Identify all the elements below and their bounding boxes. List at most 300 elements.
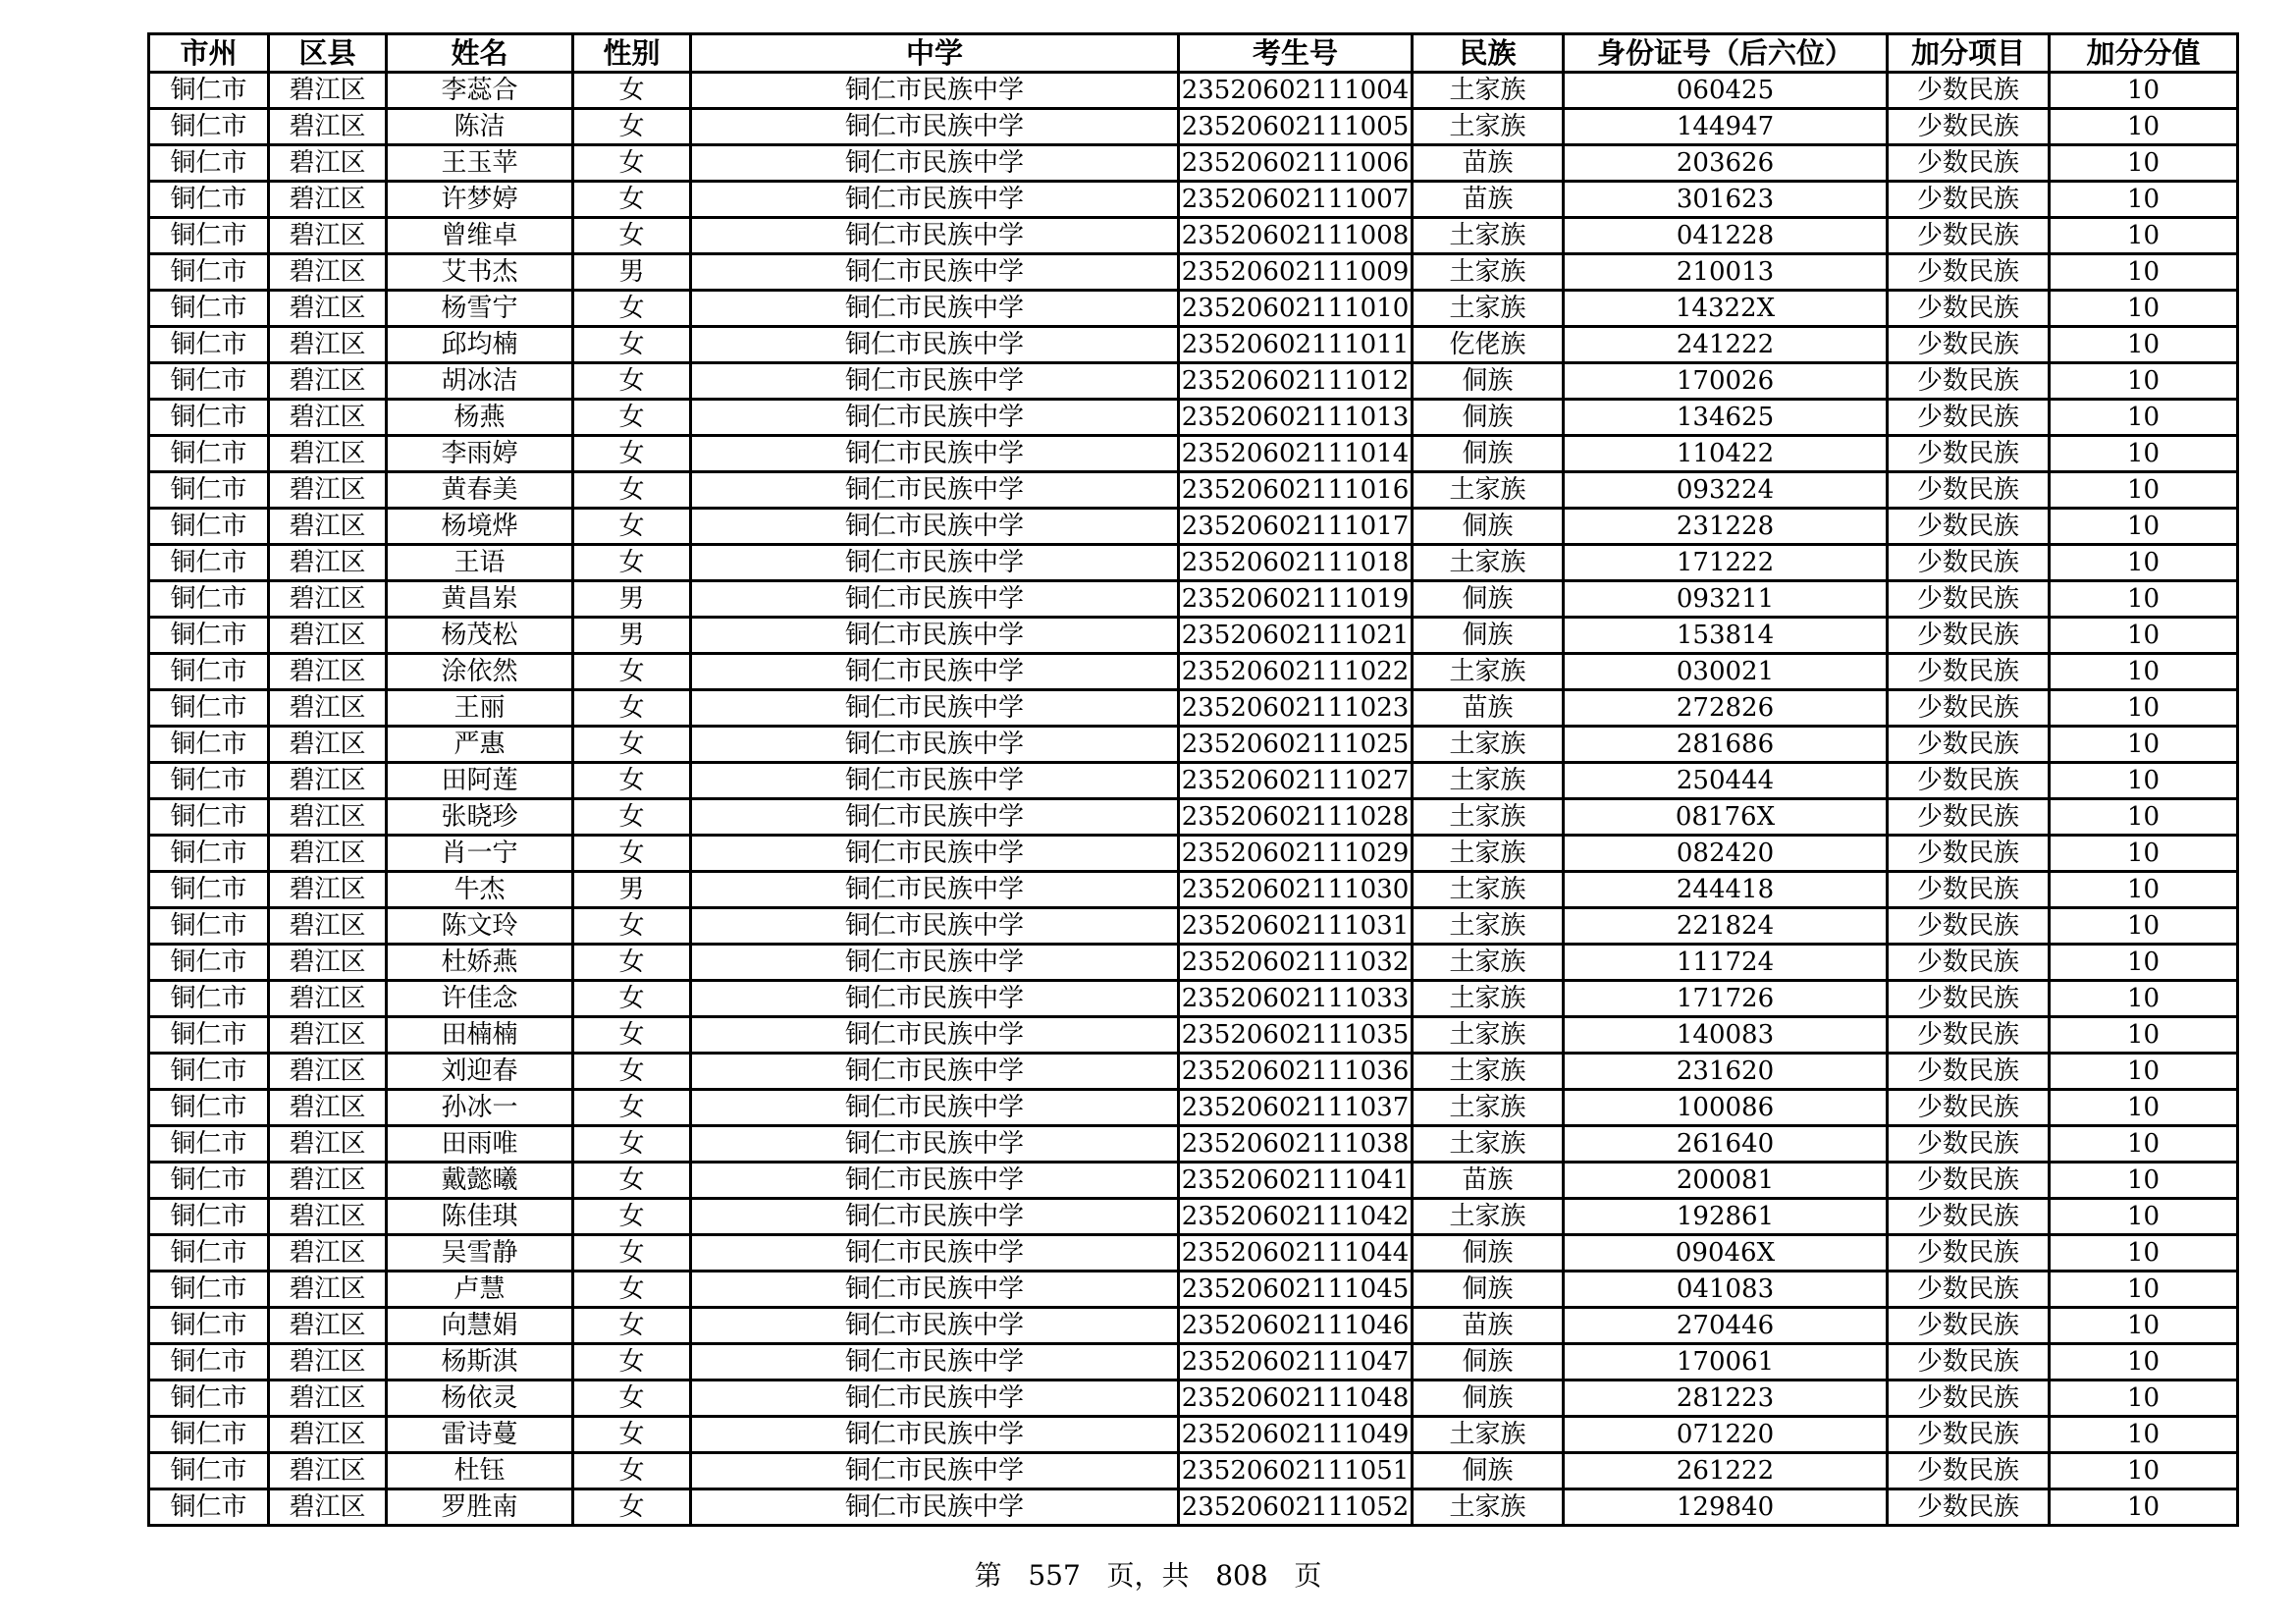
district-cell: 碧江区 (269, 436, 387, 472)
page-footer (0, 1554, 2296, 1594)
table-row (149, 727, 2238, 763)
gender-cell: 男 (573, 618, 691, 654)
table-row (149, 1163, 2238, 1199)
district-cell: 碧江区 (269, 981, 387, 1017)
id-suffix-cell: 200081 (1564, 1163, 1888, 1199)
school-cell: 铜仁市民族中学 (691, 763, 1179, 799)
school-cell: 铜仁市民族中学 (691, 509, 1179, 545)
exam-number-cell: 23520602111022 (1179, 654, 1413, 690)
exam-number-cell: 23520602111042 (1179, 1199, 1413, 1235)
gender-cell: 女 (573, 1054, 691, 1090)
school-cell: 铜仁市民族中学 (691, 1090, 1179, 1126)
school-cell: 铜仁市民族中学 (691, 799, 1179, 836)
exam-number-cell: 23520602111007 (1179, 182, 1413, 218)
header-city: 市州 (149, 34, 269, 73)
school-cell: 铜仁市民族中学 (691, 1126, 1179, 1163)
district-cell: 碧江区 (269, 581, 387, 618)
id-suffix-cell: 244418 (1564, 872, 1888, 908)
gender-cell: 女 (573, 981, 691, 1017)
table-row (149, 1090, 2238, 1126)
bonus-item-cell: 少数民族 (1888, 981, 2050, 1017)
table-row (149, 254, 2238, 291)
ethnicity-cell: 土家族 (1413, 908, 1564, 945)
district-cell: 碧江区 (269, 1380, 387, 1417)
header-gender: 性别 (573, 34, 691, 73)
bonus-value-cell: 10 (2050, 981, 2238, 1017)
name-cell: 曾维卓 (387, 218, 573, 254)
city-cell: 铜仁市 (149, 1344, 269, 1380)
table-row (149, 182, 2238, 218)
bonus-value-cell: 10 (2050, 1199, 2238, 1235)
gender-cell: 女 (573, 763, 691, 799)
district-cell: 碧江区 (269, 218, 387, 254)
district-cell: 碧江区 (269, 1199, 387, 1235)
table-row (149, 945, 2238, 981)
bonus-item-cell: 少数民族 (1888, 1126, 2050, 1163)
exam-number-cell: 23520602111028 (1179, 799, 1413, 836)
school-cell: 铜仁市民族中学 (691, 1380, 1179, 1417)
name-cell: 许梦婷 (387, 182, 573, 218)
exam-number-cell: 23520602111048 (1179, 1380, 1413, 1417)
exam-number-cell: 23520602111041 (1179, 1163, 1413, 1199)
bonus-value-cell: 10 (2050, 1489, 2238, 1526)
id-suffix-cell: 192861 (1564, 1199, 1888, 1235)
ethnicity-cell: 苗族 (1413, 1163, 1564, 1199)
ethnicity-cell: 侗族 (1413, 581, 1564, 618)
table-row (149, 654, 2238, 690)
id-suffix-cell: 041083 (1564, 1272, 1888, 1308)
city-cell: 铜仁市 (149, 981, 269, 1017)
name-cell: 杨斯淇 (387, 1344, 573, 1380)
exam-number-cell: 23520602111029 (1179, 836, 1413, 872)
bonus-item-cell: 少数民族 (1888, 109, 2050, 145)
name-cell: 邱均楠 (387, 327, 573, 363)
bonus-item-cell: 少数民族 (1888, 908, 2050, 945)
ethnicity-cell: 土家族 (1413, 1126, 1564, 1163)
id-suffix-cell: 281223 (1564, 1380, 1888, 1417)
bonus-item-cell: 少数民族 (1888, 1453, 2050, 1489)
table-row (149, 872, 2238, 908)
id-suffix-cell: 170061 (1564, 1344, 1888, 1380)
gender-cell: 女 (573, 1272, 691, 1308)
bonus-value-cell: 10 (2050, 763, 2238, 799)
district-cell: 碧江区 (269, 908, 387, 945)
name-cell: 卢慧 (387, 1272, 573, 1308)
exam-number-cell: 23520602111047 (1179, 1344, 1413, 1380)
city-cell: 铜仁市 (149, 327, 269, 363)
bonus-value-cell: 10 (2050, 654, 2238, 690)
school-cell: 铜仁市民族中学 (691, 727, 1179, 763)
city-cell: 铜仁市 (149, 545, 269, 581)
gender-cell: 女 (573, 145, 691, 182)
ethnicity-cell: 土家族 (1413, 1417, 1564, 1453)
city-cell: 铜仁市 (149, 1090, 269, 1126)
gender-cell: 女 (573, 1090, 691, 1126)
exam-number-cell: 23520602111016 (1179, 472, 1413, 509)
school-cell: 铜仁市民族中学 (691, 908, 1179, 945)
exam-number-cell: 23520602111035 (1179, 1017, 1413, 1054)
city-cell: 铜仁市 (149, 363, 269, 400)
table-row (149, 509, 2238, 545)
exam-number-cell: 23520602111017 (1179, 509, 1413, 545)
table-row (149, 73, 2238, 109)
header-id-suffix: 身份证号（后六位） (1564, 34, 1888, 73)
header-name: 姓名 (387, 34, 573, 73)
gender-cell: 女 (573, 363, 691, 400)
gender-cell: 女 (573, 1417, 691, 1453)
bonus-item-cell: 少数民族 (1888, 872, 2050, 908)
table-row (149, 981, 2238, 1017)
ethnicity-cell: 苗族 (1413, 145, 1564, 182)
id-suffix-cell: 221824 (1564, 908, 1888, 945)
name-cell: 杨茂松 (387, 618, 573, 654)
header-exam-number: 考生号 (1179, 34, 1413, 73)
district-cell: 碧江区 (269, 1344, 387, 1380)
school-cell: 铜仁市民族中学 (691, 836, 1179, 872)
city-cell: 铜仁市 (149, 509, 269, 545)
bonus-item-cell: 少数民族 (1888, 1308, 2050, 1344)
bonus-value-cell: 10 (2050, 1017, 2238, 1054)
district-cell: 碧江区 (269, 509, 387, 545)
exam-number-cell: 23520602111005 (1179, 109, 1413, 145)
exam-number-cell: 23520602111023 (1179, 690, 1413, 727)
bonus-item-cell: 少数民族 (1888, 1235, 2050, 1272)
table-row (149, 1054, 2238, 1090)
district-cell: 碧江区 (269, 291, 387, 327)
ethnicity-cell: 苗族 (1413, 1308, 1564, 1344)
district-cell: 碧江区 (269, 618, 387, 654)
gender-cell: 女 (573, 1380, 691, 1417)
id-suffix-cell: 093224 (1564, 472, 1888, 509)
district-cell: 碧江区 (269, 1417, 387, 1453)
id-suffix-cell: 140083 (1564, 1017, 1888, 1054)
exam-number-cell: 23520602111033 (1179, 981, 1413, 1017)
school-cell: 铜仁市民族中学 (691, 1054, 1179, 1090)
city-cell: 铜仁市 (149, 291, 269, 327)
city-cell: 铜仁市 (149, 945, 269, 981)
footer-middle: 页，共 (1106, 1559, 1190, 1592)
gender-cell: 女 (573, 1199, 691, 1235)
ethnicity-cell: 侗族 (1413, 363, 1564, 400)
city-cell: 铜仁市 (149, 109, 269, 145)
exam-number-cell: 23520602111011 (1179, 327, 1413, 363)
gender-cell: 女 (573, 218, 691, 254)
exam-number-cell: 23520602111052 (1179, 1489, 1413, 1526)
bonus-value-cell: 10 (2050, 400, 2238, 436)
city-cell: 铜仁市 (149, 1272, 269, 1308)
bonus-item-cell: 少数民族 (1888, 618, 2050, 654)
ethnicity-cell: 土家族 (1413, 254, 1564, 291)
name-cell: 杨依灵 (387, 1380, 573, 1417)
name-cell: 张晓珍 (387, 799, 573, 836)
gender-cell: 女 (573, 1126, 691, 1163)
district-cell: 碧江区 (269, 400, 387, 436)
table-row (149, 799, 2238, 836)
bonus-value-cell: 10 (2050, 727, 2238, 763)
school-cell: 铜仁市民族中学 (691, 327, 1179, 363)
id-suffix-cell: 110422 (1564, 436, 1888, 472)
bonus-value-cell: 10 (2050, 218, 2238, 254)
bonus-item-cell: 少数民族 (1888, 1163, 2050, 1199)
bonus-value-cell: 10 (2050, 581, 2238, 618)
table-row (149, 1489, 2238, 1526)
name-cell: 黄昌岽 (387, 581, 573, 618)
name-cell: 艾书杰 (387, 254, 573, 291)
gender-cell: 女 (573, 73, 691, 109)
bonus-item-cell: 少数民族 (1888, 363, 2050, 400)
city-cell: 铜仁市 (149, 218, 269, 254)
ethnicity-cell: 土家族 (1413, 836, 1564, 872)
exam-number-cell: 23520602111019 (1179, 581, 1413, 618)
city-cell: 铜仁市 (149, 763, 269, 799)
district-cell: 碧江区 (269, 1054, 387, 1090)
id-suffix-cell: 09046X (1564, 1235, 1888, 1272)
bonus-value-cell: 10 (2050, 1054, 2238, 1090)
name-cell: 雷诗蔓 (387, 1417, 573, 1453)
district-cell: 碧江区 (269, 1235, 387, 1272)
bonus-value-cell: 10 (2050, 1308, 2238, 1344)
bonus-item-cell: 少数民族 (1888, 472, 2050, 509)
name-cell: 吴雪静 (387, 1235, 573, 1272)
bonus-value-cell: 10 (2050, 1090, 2238, 1126)
total-page-count: 808 (1215, 1559, 1268, 1592)
district-cell: 碧江区 (269, 1453, 387, 1489)
gender-cell: 女 (573, 1453, 691, 1489)
exam-number-cell: 23520602111027 (1179, 763, 1413, 799)
name-cell: 王丽 (387, 690, 573, 727)
school-cell: 铜仁市民族中学 (691, 363, 1179, 400)
gender-cell: 女 (573, 472, 691, 509)
table-row (149, 545, 2238, 581)
school-cell: 铜仁市民族中学 (691, 218, 1179, 254)
bonus-value-cell: 10 (2050, 1235, 2238, 1272)
city-cell: 铜仁市 (149, 1054, 269, 1090)
district-cell: 碧江区 (269, 1272, 387, 1308)
table-row (149, 400, 2238, 436)
bonus-value-cell: 10 (2050, 73, 2238, 109)
city-cell: 铜仁市 (149, 436, 269, 472)
ethnicity-cell: 侗族 (1413, 1344, 1564, 1380)
bonus-value-cell: 10 (2050, 945, 2238, 981)
table-row (149, 291, 2238, 327)
ethnicity-cell: 土家族 (1413, 109, 1564, 145)
ethnicity-cell: 土家族 (1413, 763, 1564, 799)
school-cell: 铜仁市民族中学 (691, 73, 1179, 109)
exam-number-cell: 23520602111018 (1179, 545, 1413, 581)
school-cell: 铜仁市民族中学 (691, 109, 1179, 145)
table-row (149, 1017, 2238, 1054)
bonus-item-cell: 少数民族 (1888, 1344, 2050, 1380)
exam-number-cell: 23520602111045 (1179, 1272, 1413, 1308)
table-row (149, 1308, 2238, 1344)
table-row (149, 1126, 2238, 1163)
header-bonus-item: 加分项目 (1888, 34, 2050, 73)
table-row (149, 1235, 2238, 1272)
school-cell: 铜仁市民族中学 (691, 1344, 1179, 1380)
id-suffix-cell: 030021 (1564, 654, 1888, 690)
table-row (149, 908, 2238, 945)
name-cell: 杨境烨 (387, 509, 573, 545)
bonus-value-cell: 10 (2050, 1380, 2238, 1417)
district-cell: 碧江区 (269, 654, 387, 690)
school-cell: 铜仁市民族中学 (691, 1453, 1179, 1489)
exam-number-cell: 23520602111021 (1179, 618, 1413, 654)
district-cell: 碧江区 (269, 1126, 387, 1163)
exam-number-cell: 23520602111025 (1179, 727, 1413, 763)
school-cell: 铜仁市民族中学 (691, 1489, 1179, 1526)
city-cell: 铜仁市 (149, 1199, 269, 1235)
bonus-value-cell: 10 (2050, 1163, 2238, 1199)
school-cell: 铜仁市民族中学 (691, 254, 1179, 291)
id-suffix-cell: 261222 (1564, 1453, 1888, 1489)
school-cell: 铜仁市民族中学 (691, 400, 1179, 436)
ethnicity-cell: 侗族 (1413, 509, 1564, 545)
name-cell: 陈洁 (387, 109, 573, 145)
table-row (149, 836, 2238, 872)
gender-cell: 女 (573, 945, 691, 981)
exam-number-cell: 23520602111008 (1179, 218, 1413, 254)
exam-number-cell: 23520602111031 (1179, 908, 1413, 945)
bonus-value-cell: 10 (2050, 836, 2238, 872)
city-cell: 铜仁市 (149, 1017, 269, 1054)
city-cell: 铜仁市 (149, 654, 269, 690)
bonus-item-cell: 少数民族 (1888, 799, 2050, 836)
table-row (149, 1199, 2238, 1235)
bonus-item-cell: 少数民族 (1888, 400, 2050, 436)
gender-cell: 女 (573, 836, 691, 872)
bonus-item-cell: 少数民族 (1888, 690, 2050, 727)
bonus-value-cell: 10 (2050, 509, 2238, 545)
id-suffix-cell: 153814 (1564, 618, 1888, 654)
city-cell: 铜仁市 (149, 872, 269, 908)
gender-cell: 女 (573, 400, 691, 436)
gender-cell: 女 (573, 291, 691, 327)
name-cell: 许佳念 (387, 981, 573, 1017)
bonus-item-cell: 少数民族 (1888, 1199, 2050, 1235)
city-cell: 铜仁市 (149, 73, 269, 109)
gender-cell: 女 (573, 690, 691, 727)
ethnicity-cell: 土家族 (1413, 654, 1564, 690)
gender-cell: 女 (573, 109, 691, 145)
bonus-item-cell: 少数民族 (1888, 218, 2050, 254)
school-cell: 铜仁市民族中学 (691, 581, 1179, 618)
name-cell: 杨燕 (387, 400, 573, 436)
city-cell: 铜仁市 (149, 1235, 269, 1272)
district-cell: 碧江区 (269, 363, 387, 400)
school-cell: 铜仁市民族中学 (691, 472, 1179, 509)
name-cell: 牛杰 (387, 872, 573, 908)
table-row (149, 1417, 2238, 1453)
id-suffix-cell: 281686 (1564, 727, 1888, 763)
id-suffix-cell: 270446 (1564, 1308, 1888, 1344)
gender-cell: 女 (573, 1344, 691, 1380)
city-cell: 铜仁市 (149, 1163, 269, 1199)
ethnicity-cell: 土家族 (1413, 945, 1564, 981)
ethnicity-cell: 侗族 (1413, 1453, 1564, 1489)
exam-number-cell: 23520602111014 (1179, 436, 1413, 472)
bonus-item-cell: 少数民族 (1888, 1489, 2050, 1526)
ethnicity-cell: 土家族 (1413, 727, 1564, 763)
bonus-item-cell: 少数民族 (1888, 145, 2050, 182)
bonus-item-cell: 少数民族 (1888, 327, 2050, 363)
ethnicity-cell: 侗族 (1413, 1235, 1564, 1272)
id-suffix-cell: 241222 (1564, 327, 1888, 363)
city-cell: 铜仁市 (149, 690, 269, 727)
id-suffix-cell: 301623 (1564, 182, 1888, 218)
exam-number-cell: 23520602111010 (1179, 291, 1413, 327)
district-cell: 碧江区 (269, 1308, 387, 1344)
name-cell: 王语 (387, 545, 573, 581)
gender-cell: 女 (573, 1235, 691, 1272)
city-cell: 铜仁市 (149, 182, 269, 218)
exam-number-cell: 23520602111012 (1179, 363, 1413, 400)
bonus-value-cell: 10 (2050, 1272, 2238, 1308)
bonus-item-cell: 少数民族 (1888, 1272, 2050, 1308)
id-suffix-cell: 250444 (1564, 763, 1888, 799)
name-cell: 罗胜南 (387, 1489, 573, 1526)
header-bonus-value: 加分分值 (2050, 34, 2238, 73)
table-row (149, 1344, 2238, 1380)
bonus-value-cell: 10 (2050, 254, 2238, 291)
bonus-value-cell: 10 (2050, 872, 2238, 908)
district-cell: 碧江区 (269, 254, 387, 291)
exam-number-cell: 23520602111013 (1179, 400, 1413, 436)
id-suffix-cell: 272826 (1564, 690, 1888, 727)
exam-number-cell: 23520602111009 (1179, 254, 1413, 291)
id-suffix-cell: 093211 (1564, 581, 1888, 618)
city-cell: 铜仁市 (149, 908, 269, 945)
bonus-value-cell: 10 (2050, 908, 2238, 945)
district-cell: 碧江区 (269, 472, 387, 509)
city-cell: 铜仁市 (149, 254, 269, 291)
bonus-item-cell: 少数民族 (1888, 1054, 2050, 1090)
exam-number-cell: 23520602111049 (1179, 1417, 1413, 1453)
footer-suffix: 页 (1294, 1559, 1322, 1592)
name-cell: 陈佳琪 (387, 1199, 573, 1235)
bonus-value-cell: 10 (2050, 545, 2238, 581)
school-cell: 铜仁市民族中学 (691, 981, 1179, 1017)
district-cell: 碧江区 (269, 145, 387, 182)
table-row (149, 363, 2238, 400)
ethnicity-cell: 侗族 (1413, 618, 1564, 654)
current-page-number: 557 (1028, 1559, 1081, 1592)
ethnicity-cell: 土家族 (1413, 472, 1564, 509)
name-cell: 杜钰 (387, 1453, 573, 1489)
ethnicity-cell: 土家族 (1413, 545, 1564, 581)
bonus-item-cell: 少数民族 (1888, 436, 2050, 472)
bonus-value-cell: 10 (2050, 799, 2238, 836)
name-cell: 李蕊合 (387, 73, 573, 109)
gender-cell: 女 (573, 1163, 691, 1199)
exam-number-cell: 23520602111037 (1179, 1090, 1413, 1126)
bonus-value-cell: 10 (2050, 690, 2238, 727)
bonus-item-cell: 少数民族 (1888, 1417, 2050, 1453)
gender-cell: 女 (573, 545, 691, 581)
ethnicity-cell: 苗族 (1413, 690, 1564, 727)
bonus-item-cell: 少数民族 (1888, 73, 2050, 109)
ethnicity-cell: 土家族 (1413, 73, 1564, 109)
exam-number-cell: 23520602111006 (1179, 145, 1413, 182)
exam-number-cell: 23520602111044 (1179, 1235, 1413, 1272)
bonus-value-cell: 10 (2050, 291, 2238, 327)
city-cell: 铜仁市 (149, 836, 269, 872)
school-cell: 铜仁市民族中学 (691, 1235, 1179, 1272)
id-suffix-cell: 041228 (1564, 218, 1888, 254)
school-cell: 铜仁市民族中学 (691, 945, 1179, 981)
bonus-value-cell: 10 (2050, 1126, 2238, 1163)
id-suffix-cell: 261640 (1564, 1126, 1888, 1163)
table-body (149, 73, 2238, 1526)
